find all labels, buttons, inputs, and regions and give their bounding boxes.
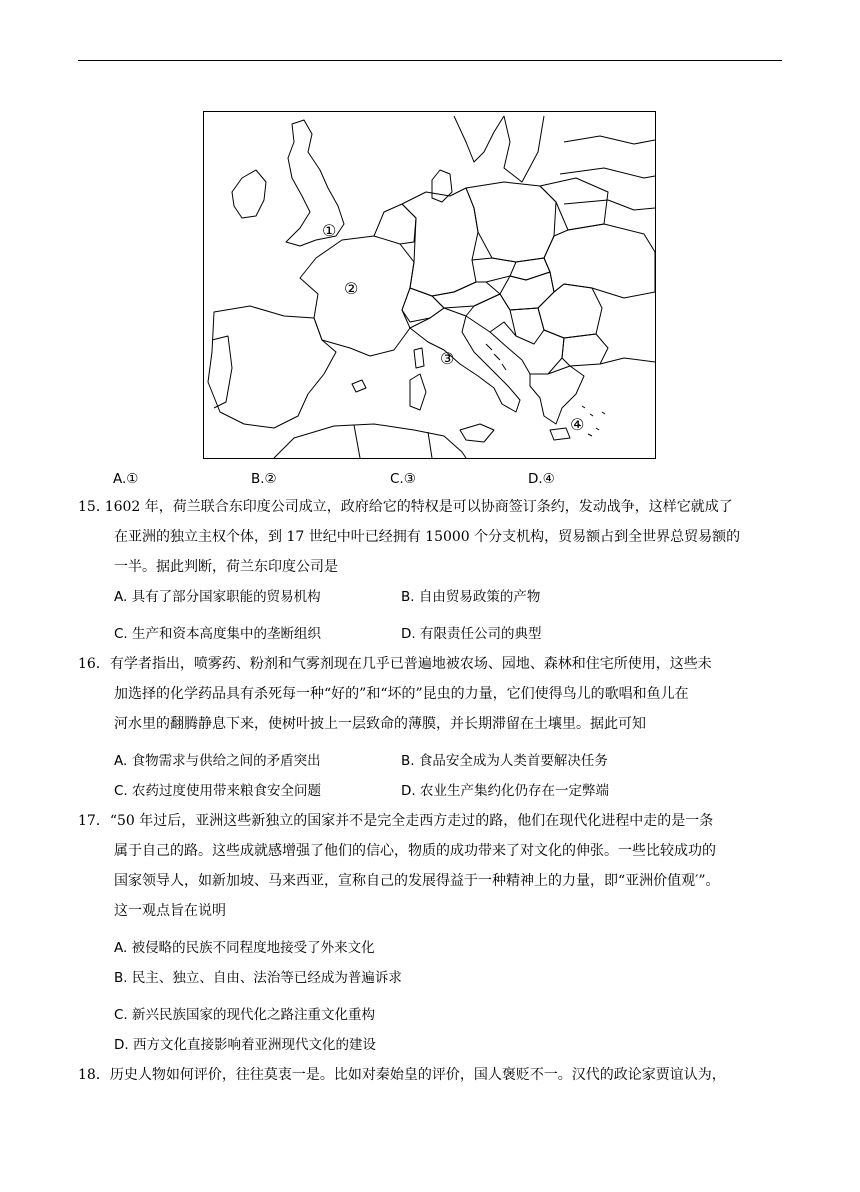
q14-option-b[interactable]: B.②: [251, 471, 277, 487]
map-marker-4: ④: [570, 415, 585, 434]
q16-option-a[interactable]: A. 食物需求与供给之间的矛盾突出: [114, 753, 321, 769]
q16-stem-line-2: 加选择的化学药品具有杀死每一种“好的”和“坏的”昆虫的力量，它们使得鸟儿的歌唱和鱼儿在: [114, 686, 689, 702]
map-marker-2: ②: [344, 279, 359, 298]
q17-stem-line-4: 这一观点旨在说明: [114, 903, 226, 919]
q15-stem-line-2: 在亚洲的独立主权个体，到 17 世纪中叶已经拥有 15000 个分支机构，贸易额占到全世界总贸易额的: [114, 529, 741, 545]
q15-option-d[interactable]: D. 有限责任公司的典型: [401, 626, 542, 642]
map-austria: [432, 282, 500, 308]
q17-option-b[interactable]: B. 民主、独立、自由、法治等已经成为普遍诉求: [114, 970, 402, 986]
map-switzerland: [402, 288, 444, 322]
map-corsica: [414, 348, 424, 368]
map-hungary: [500, 272, 554, 310]
q16-option-c[interactable]: C. 农药过度使用带来粮食安全问题: [114, 783, 322, 799]
map-italy: [410, 308, 520, 412]
map-belarus: [540, 178, 608, 230]
map-slovakia: [510, 258, 550, 280]
q16-option-b[interactable]: B. 食品安全成为人类首要解决任务: [401, 753, 608, 769]
map-czech: [472, 258, 516, 282]
map-bulgaria: [562, 334, 608, 366]
q15-stem-line-3: 一半。据此判断，荷兰东印度公司是: [114, 559, 338, 575]
map-north-africa: [274, 424, 466, 458]
map-marker-3: ③: [440, 349, 455, 368]
q17-option-c[interactable]: C. 新兴民族国家的现代化之路注重文化重构: [114, 1007, 376, 1023]
q14-option-a[interactable]: A.①: [113, 471, 139, 487]
q17-stem-line-2: 属于自己的路。这些成就感增强了他们的信心，物质的成功带来了对文化的伸张。一些比较成功的: [114, 843, 716, 859]
header-rule: [78, 60, 782, 61]
map-sweden: [504, 116, 544, 182]
map-balearic: [352, 380, 366, 392]
map-norway: [454, 116, 504, 162]
map-baltics: [564, 136, 655, 144]
map-denmark: [432, 170, 452, 202]
q16-stem-line-3: 河水里的翻腾静息下来，使树叶披上一层致命的薄膜，并长期滞留在土壤里。据此可知: [114, 716, 646, 732]
europe-map: [203, 111, 656, 459]
q17-option-a[interactable]: A. 被侵略的民族不同程度地接受了外来文化: [114, 940, 375, 956]
europe-outline-map: [204, 112, 655, 458]
map-romania: [538, 284, 602, 338]
q15-option-a[interactable]: A. 具有了部分国家职能的贸易机构: [114, 589, 321, 605]
q15-stem-line-1: 15. 1602 年，荷兰联合东印度公司成立，政府给它的特权是可以协商签订条约，发动战争，这样它就成了: [78, 499, 733, 515]
map-iberia: [208, 306, 336, 428]
q14-option-c[interactable]: C.③: [390, 471, 416, 487]
map-ireland: [232, 170, 266, 218]
q16-option-d[interactable]: D. 农业生产集约化仍存在一定弊端: [401, 783, 609, 799]
map-poland: [466, 182, 556, 262]
map-sicily: [460, 424, 494, 442]
q18-stem-line-1: 18．历史人物如何评价，往往莫衷一是。比如对秦始皇的评价，国人褒贬不一。汉代的政论家贾谊认为，: [78, 1067, 726, 1083]
map-balkans: [466, 294, 564, 374]
q15-option-b[interactable]: B. 自由贸易政策的产物: [401, 589, 541, 605]
q14-option-d[interactable]: D.④: [528, 471, 555, 487]
map-sardinia: [410, 374, 426, 410]
q15-option-c[interactable]: C. 生产和资本高度集中的垄断组织: [114, 626, 322, 642]
q17-option-d[interactable]: D. 西方文化直接影响着亚洲现代文化的建设: [114, 1037, 376, 1053]
map-marker-1: ①: [322, 221, 337, 240]
map-turkey: [600, 358, 655, 364]
q16-stem-line-1: 16．有学者指出，喷雾药、粉剂和气雾剂现在几乎已普遍地被农场、园地、森林和住宅所使用，这些未: [78, 656, 712, 672]
q17-stem-line-1: 17．“50 年过后，亚洲这些新独立的国家并不是完全走西方走过的路，他们在现代化进程中走的是一条: [78, 813, 714, 829]
q17-stem-line-3: 国家领导人，如新加坡、马来西亚，宣称自己的发展得益于一种精神上的力量，即“亚洲价值观′”。: [114, 873, 720, 889]
map-portugal: [212, 336, 232, 408]
